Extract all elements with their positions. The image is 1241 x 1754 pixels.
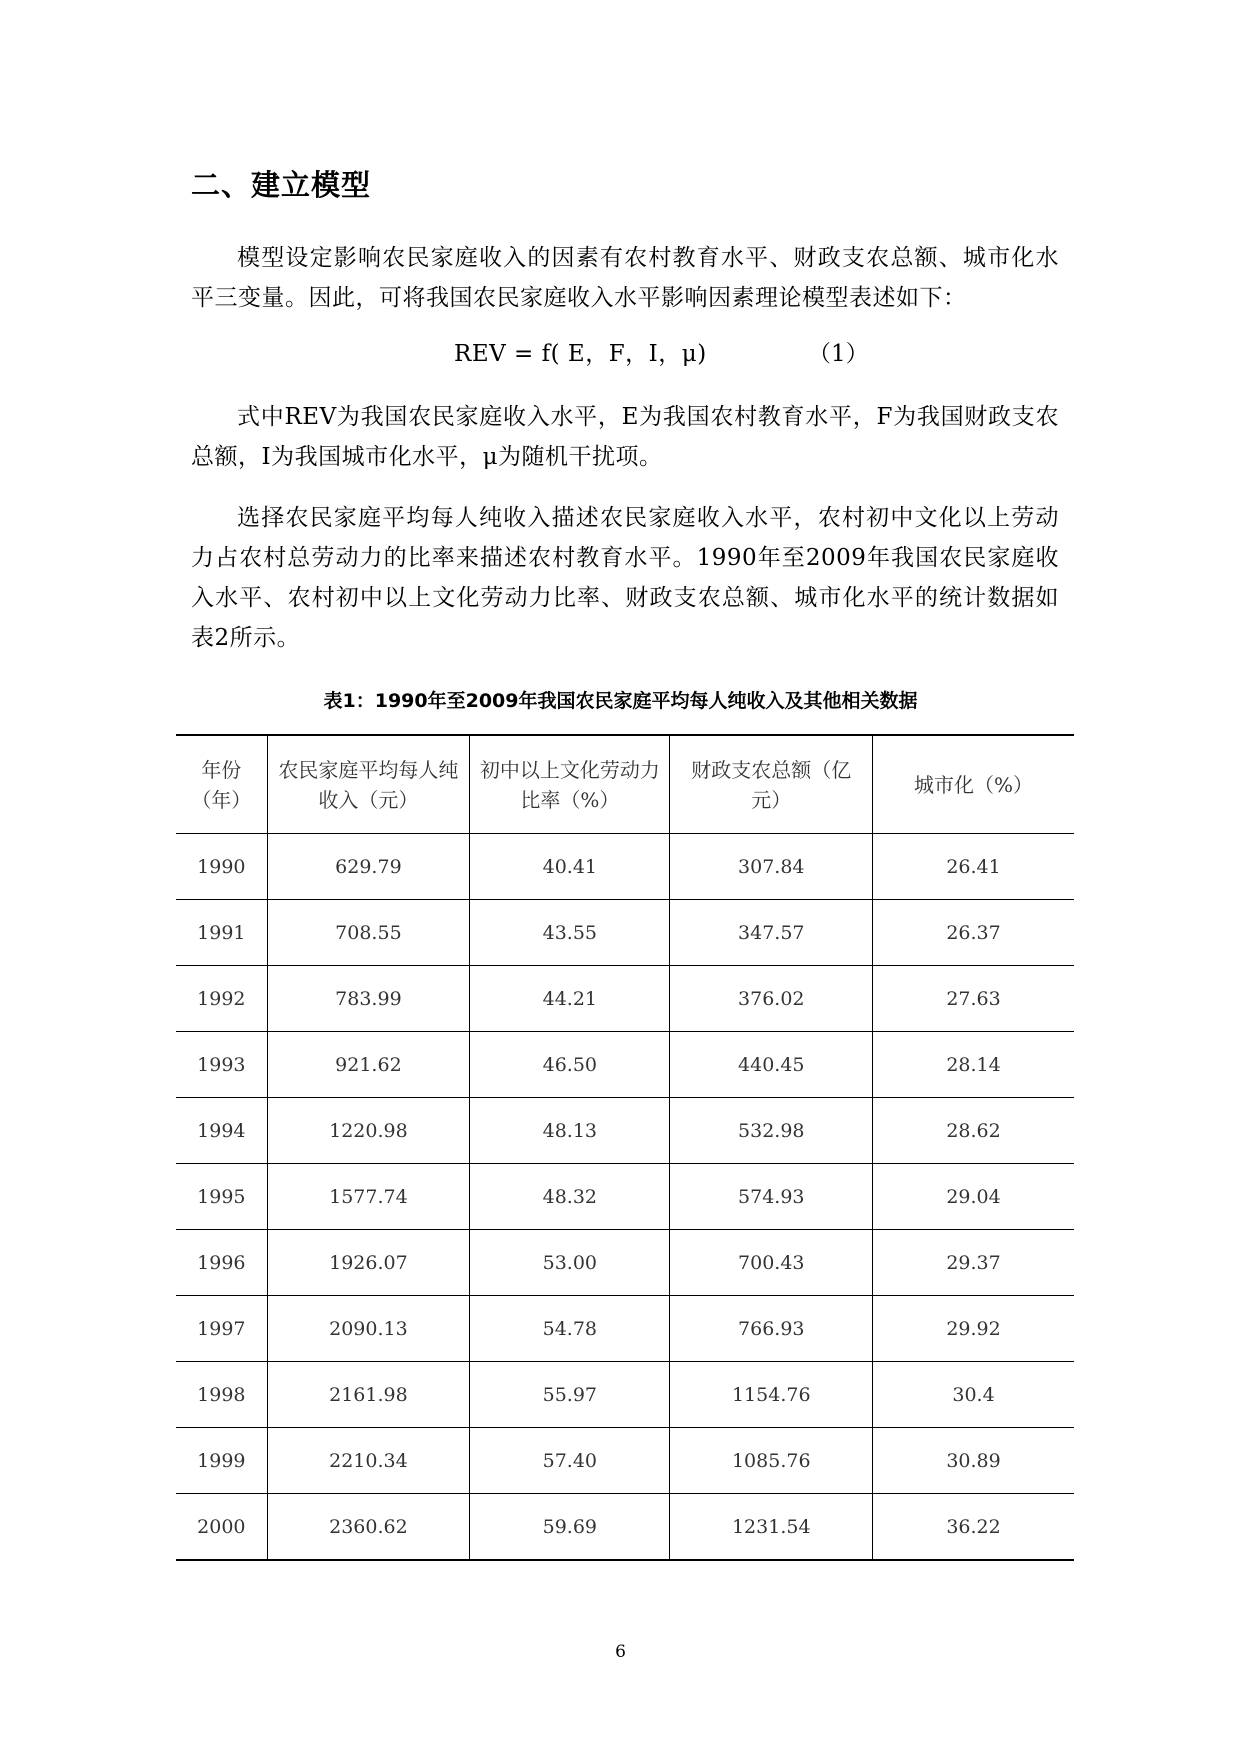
cell-income: 2090.13 <box>267 1296 470 1362</box>
cell-education-ratio: 57.40 <box>470 1428 670 1494</box>
cell-education-ratio: 54.78 <box>470 1296 670 1362</box>
cell-urbanization: 28.14 <box>873 1032 1074 1098</box>
formula-number: （1） <box>808 341 869 367</box>
paragraph-variable-definitions: 式中REV为我国农民家庭收入水平，E为我国农村教育水平，F为我国财政支农总额，I为我国城市化水平，μ为随机干扰项。 <box>191 404 1059 470</box>
cell-fiscal-support: 1231.54 <box>670 1494 873 1561</box>
cell-urbanization: 36.22 <box>873 1494 1074 1561</box>
cell-income: 1220.98 <box>267 1098 470 1164</box>
cell-income: 2161.98 <box>267 1362 470 1428</box>
cell-education-ratio: 48.13 <box>470 1098 670 1164</box>
header-education-ratio <box>470 735 670 834</box>
cell-urbanization: 28.62 <box>873 1098 1074 1164</box>
cell-urbanization: 29.04 <box>873 1164 1074 1230</box>
header-urbanization-label: 城市化（%） <box>914 772 1034 797</box>
header-urbanization <box>873 735 1074 834</box>
cell-fiscal-support: 307.84 <box>670 834 873 900</box>
cell-education-ratio: 46.50 <box>470 1032 670 1098</box>
cell-urbanization: 26.37 <box>873 900 1074 966</box>
table-row <box>176 1296 1074 1362</box>
cell-education-ratio: 40.41 <box>470 834 670 900</box>
cell-year: 1999 <box>176 1428 267 1494</box>
cell-year: 1996 <box>176 1230 267 1296</box>
header-year-label: 年份（年） <box>191 757 252 812</box>
cell-education-ratio: 53.00 <box>470 1230 670 1296</box>
cell-fiscal-support: 1085.76 <box>670 1428 873 1494</box>
header-income <box>267 735 470 834</box>
cell-year: 2000 <box>176 1494 267 1561</box>
cell-year: 1992 <box>176 966 267 1032</box>
cell-year: 1998 <box>176 1362 267 1428</box>
paragraph-model-setup: 模型设定影响农民家庭收入的因素有农村教育水平、财政支农总额、城市化水平三变量。因此，可将我国农民家庭收入水平影响因素理论模型表述如下： <box>191 245 1059 311</box>
cell-income: 783.99 <box>267 966 470 1032</box>
table-row <box>176 1428 1074 1494</box>
cell-urbanization: 27.63 <box>873 966 1074 1032</box>
cell-education-ratio: 48.32 <box>470 1164 670 1230</box>
cell-income: 2360.62 <box>267 1494 470 1561</box>
table-row <box>176 900 1074 966</box>
cell-year: 1995 <box>176 1164 267 1230</box>
data-table <box>176 734 1074 1561</box>
cell-fiscal-support: 376.02 <box>670 966 873 1032</box>
cell-year: 1994 <box>176 1098 267 1164</box>
cell-year: 1990 <box>176 834 267 900</box>
cell-urbanization: 29.37 <box>873 1230 1074 1296</box>
cell-education-ratio: 43.55 <box>470 900 670 966</box>
table-row <box>176 1494 1074 1561</box>
cell-income: 2210.34 <box>267 1428 470 1494</box>
cell-income: 708.55 <box>267 900 470 966</box>
model-formula: REV = f( E，F，I，μ) <box>454 341 707 367</box>
table-row <box>176 1164 1074 1230</box>
table-row <box>176 1098 1074 1164</box>
header-education-ratio-label: 初中以上文化劳动力比率（%） <box>479 757 660 812</box>
cell-education-ratio: 44.21 <box>470 966 670 1032</box>
table-row <box>176 1230 1074 1296</box>
cell-fiscal-support: 440.45 <box>670 1032 873 1098</box>
cell-year: 1993 <box>176 1032 267 1098</box>
cell-year: 1991 <box>176 900 267 966</box>
table-row <box>176 834 1074 900</box>
header-fiscal-support <box>670 735 873 834</box>
cell-urbanization: 26.41 <box>873 834 1074 900</box>
page-number: 6 <box>615 1642 626 1662</box>
header-fiscal-support-label: 财政支农总额（亿元） <box>691 757 852 812</box>
cell-fiscal-support: 574.93 <box>670 1164 873 1230</box>
cell-income: 921.62 <box>267 1032 470 1098</box>
cell-education-ratio: 55.97 <box>470 1362 670 1428</box>
cell-income: 1577.74 <box>267 1164 470 1230</box>
cell-year: 1997 <box>176 1296 267 1362</box>
cell-urbanization: 30.4 <box>873 1362 1074 1428</box>
cell-fiscal-support: 700.43 <box>670 1230 873 1296</box>
header-income-label: 农民家庭平均每人纯收入（元） <box>278 757 459 812</box>
cell-fiscal-support: 766.93 <box>670 1296 873 1362</box>
table-row <box>176 966 1074 1032</box>
table-caption: 表1：1990年至2009年我国农民家庭平均每人纯收入及其他相关数据 <box>323 690 918 712</box>
cell-income: 629.79 <box>267 834 470 900</box>
cell-income: 1926.07 <box>267 1230 470 1296</box>
cell-fiscal-support: 1154.76 <box>670 1362 873 1428</box>
cell-fiscal-support: 347.57 <box>670 900 873 966</box>
table-header-row <box>176 735 1074 834</box>
cell-education-ratio: 59.69 <box>470 1494 670 1561</box>
table-row <box>176 1362 1074 1428</box>
table-row <box>176 1032 1074 1098</box>
cell-fiscal-support: 532.98 <box>670 1098 873 1164</box>
section-title: 二、建立模型 <box>191 168 372 202</box>
cell-urbanization: 30.89 <box>873 1428 1074 1494</box>
header-year <box>176 735 267 834</box>
paragraph-data-description: 选择农民家庭平均每人纯收入描述农民家庭收入水平，农村初中文化以上劳动力占农村总劳动力的比率来描述农村教育水平。1990年至2009年我国农民家庭收入水平、农村初中以上文化劳动力比率、财政支农总额、城市化水平的统计数据如表2所示。 <box>191 505 1059 651</box>
cell-urbanization: 29.92 <box>873 1296 1074 1362</box>
